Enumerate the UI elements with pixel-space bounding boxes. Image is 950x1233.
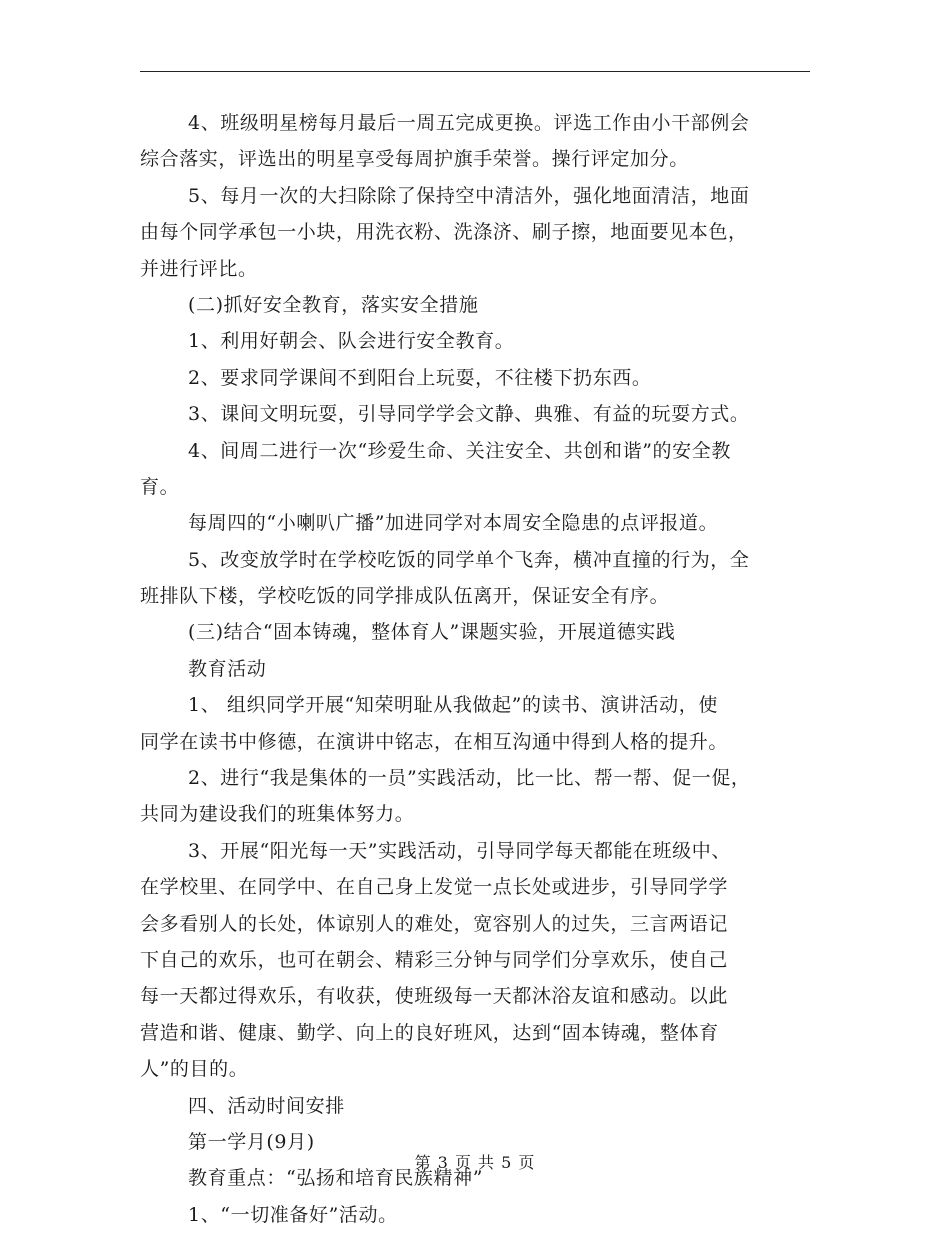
- header-rule: [140, 71, 810, 72]
- section-heading: (二)抓好安全教育，落实安全措施: [188, 293, 479, 316]
- text-line: 并进行评比。: [140, 257, 258, 280]
- text-line: 由每个同学承包一小块，用洗衣粉、洗涤济、刷子擦，地面要见本色，: [140, 221, 748, 244]
- text-line: 第一学月(9月): [188, 1130, 315, 1153]
- text-line: 4、班级明星榜每月最后一周五完成更换。评选工作由小干部例会: [188, 112, 750, 134]
- text-line: 4、间周二进行一次“珍爱生命、关注安全、共创和谐”的安全教: [188, 439, 731, 462]
- text-line: 1、 组织同学开展“知荣明耻从我做起”的读书、演讲活动，使: [188, 694, 718, 717]
- text-line: 每一天都过得欢乐，有收获，使班级每一天都沐浴友谊和感动。以此: [140, 985, 729, 1008]
- text-line: 会多看别人的长处，体谅别人的难处，宽容别人的过失，三言两语记: [140, 912, 729, 935]
- section-heading: (三)结合“固本铸魂，整体育人”课题实验，开展道德实践: [188, 621, 676, 644]
- text-line: 营造和谐、健康、勤学、向上的良好班风，达到“固本铸魂，整体育: [140, 1021, 719, 1044]
- text-line: 3、开展“阳光每一天”实践活动，引导同学每天都能在班级中、: [188, 839, 731, 862]
- text-line: 1、利用好朝会、队会进行安全教育。: [188, 330, 515, 353]
- text-line: 综合落实，评选出的明星享受每周护旗手荣誉。操行评定加分。: [140, 148, 689, 171]
- text-line: 每周四的“小喇叭广播”加进同学对本周安全隐患的点评报道。: [188, 512, 719, 535]
- text-line: 2、进行“我是集体的一员”实践活动，比一比、帮一帮、促一促，: [188, 767, 751, 790]
- section-heading: 教育活动: [188, 657, 267, 680]
- section-heading: 四、活动时间安排: [188, 1094, 345, 1117]
- text-line: 班排队下楼，学校吃饭的同学排成队伍离开，保证安全有序。: [140, 585, 670, 608]
- text-line: 1、“一切准备好”活动。: [188, 1203, 398, 1226]
- text-line: 育。: [140, 475, 180, 498]
- text-line: 人”的目的。: [140, 1058, 249, 1081]
- text-line: 5、改变放学时在学校吃饭的同学单个飞奔，横冲直撞的行为，全: [188, 548, 750, 571]
- text-line: 在学校里、在同学中、在自己身上发觉一点长处或进步，引导同学学: [140, 876, 729, 899]
- text-line: 3、课间文明玩耍，引导同学学会文静、典雅、有益的玩耍方式。: [188, 403, 750, 426]
- text-line: 下自己的欢乐，也可在朝会、精彩三分钟与同学们分享欢乐，使自己: [140, 948, 729, 971]
- text-line: 共同为建设我们的班集体努力。: [140, 803, 415, 826]
- text-line: 2、要求同学课间不到阳台上玩耍，不往楼下扔东西。: [188, 366, 652, 389]
- text-line: 同学在读书中修德，在演讲中铭志，在相互沟通中得到人格的提升。: [140, 730, 729, 753]
- text-line: 教育重点：“弘扬和培育民族精神”: [188, 1167, 484, 1190]
- document-body: [140, 105, 812, 1233]
- text-line: 5、每月一次的大扫除除了保持空中清洁外，强化地面清洁，地面: [188, 184, 750, 207]
- page-footer: 第 3 页 共 5 页: [414, 1153, 536, 1172]
